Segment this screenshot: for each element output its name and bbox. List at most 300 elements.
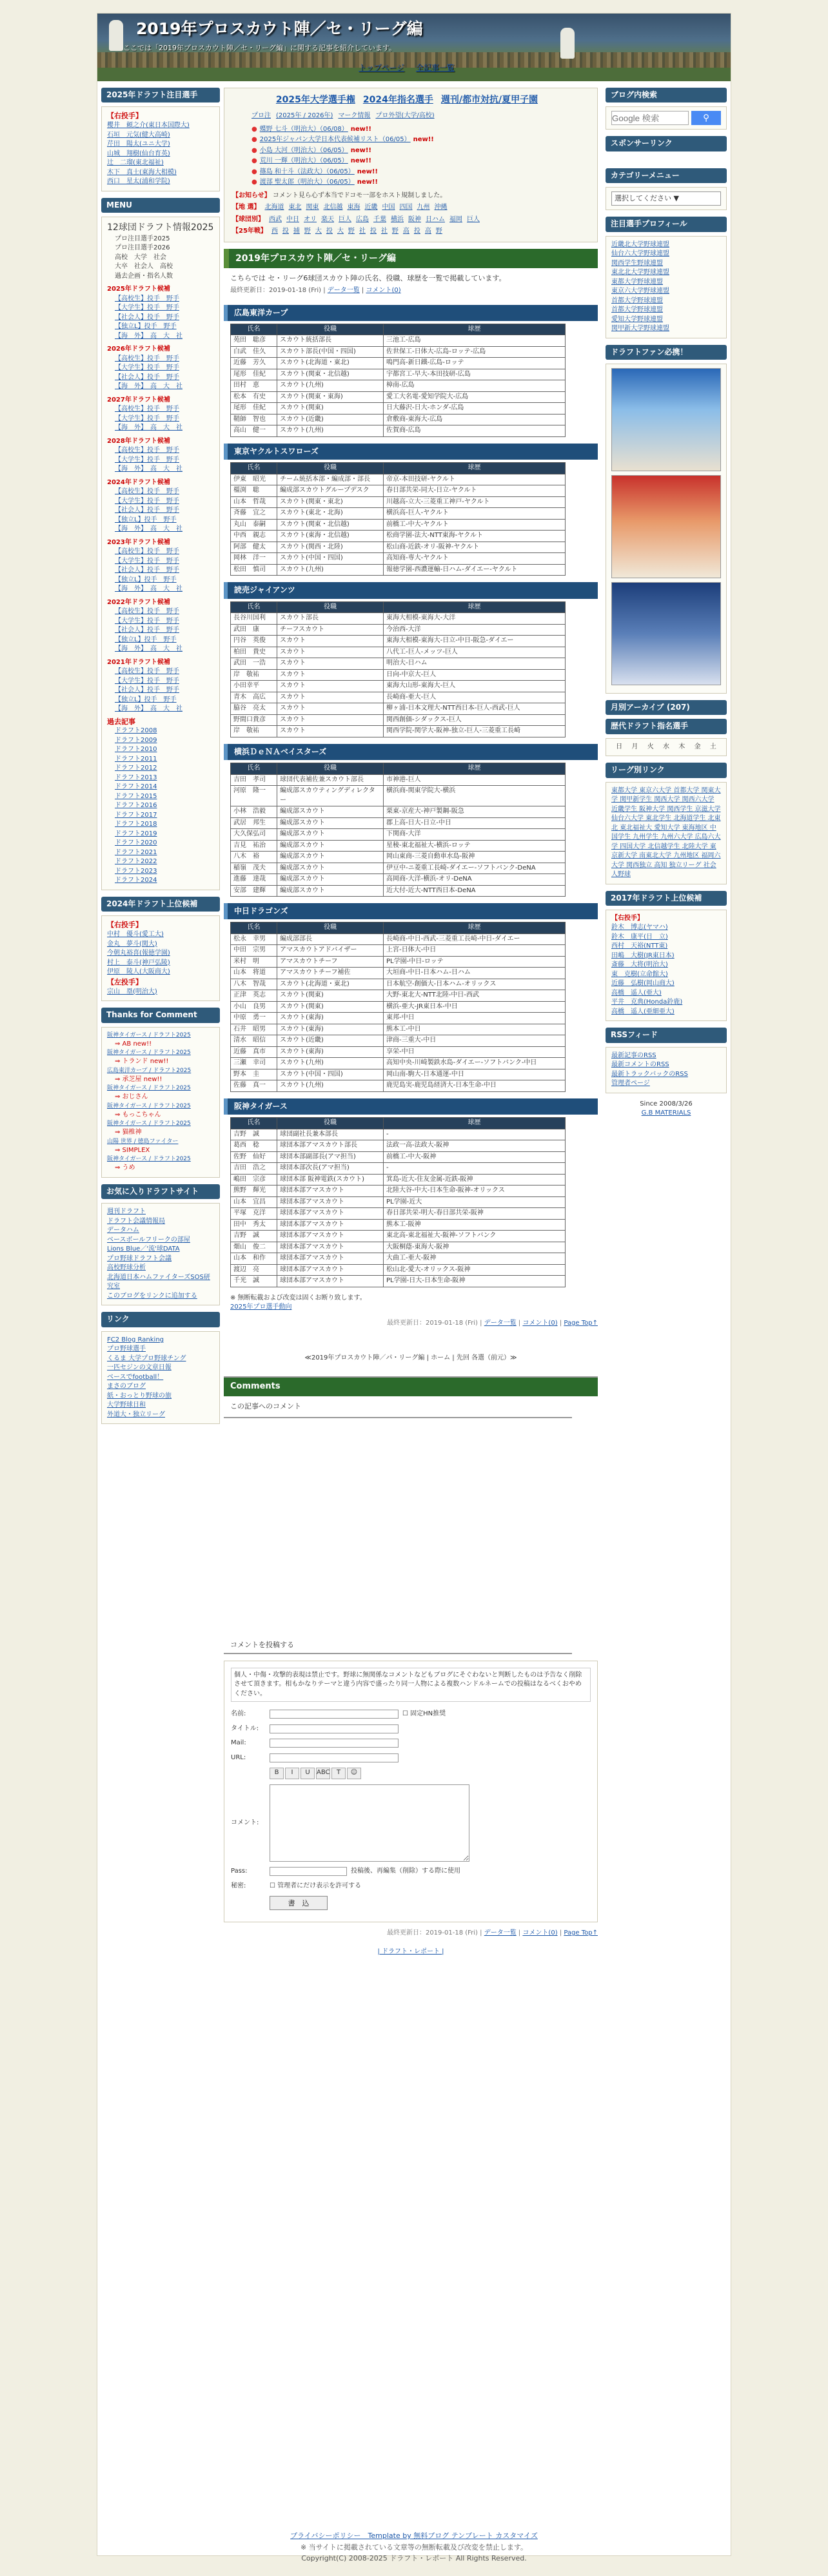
top-selector-item[interactable]: 2025年大学選手権 — [275, 95, 355, 105]
draft-block-row[interactable]: 【大学生】投手 野手 — [115, 304, 179, 312]
rss-item[interactable]: 最新記事のRSS — [611, 1051, 656, 1059]
column-header: 役職 — [277, 463, 384, 474]
rss-item[interactable]: 管理者ページ — [611, 1080, 650, 1088]
draft-block-row[interactable]: 【高校生】投手 野手 — [115, 447, 179, 454]
region-link[interactable]: 近畿 — [364, 204, 378, 211]
draft-block-row[interactable]: 【高校生】投手 野手 — [115, 405, 179, 413]
rss-item[interactable]: 最新トラックバックのRSS — [611, 1070, 688, 1078]
fav-item[interactable]: ドラフト会議情報局 — [107, 1217, 165, 1225]
table-cell: 石井 昭男 — [231, 1024, 277, 1035]
bottom-nav[interactable]: | ドラフト・レポート | — [377, 1947, 444, 1955]
note-link[interactable]: 2025年プロ選手動向 — [230, 1303, 292, 1311]
draft-block-row[interactable]: 【社会人】投手 野手 — [115, 627, 179, 634]
draft-block-row[interactable]: 【社会人】投手 野手 — [115, 567, 179, 574]
bullet-icon: ● — [251, 125, 257, 133]
featured-item[interactable]: 櫻井 頼之介(東日本国際大) — [107, 122, 190, 130]
region-link[interactable]: 沖縄 — [434, 204, 448, 211]
top-tab[interactable]: マーク情報 — [338, 112, 371, 120]
link-item[interactable]: 大学野球日和 — [107, 1401, 146, 1409]
past-item[interactable]: ドラフト2023 — [115, 867, 157, 875]
table-cell: 球団本部アマスカウト — [277, 1253, 384, 1265]
table-cell: 東邦-中日 — [384, 1013, 566, 1024]
draft-block-row[interactable]: 【海 外】 高 大 社 — [115, 332, 182, 340]
top-selector-item[interactable]: 週刊/都市対抗/夏甲子園 — [440, 95, 538, 105]
profile-item[interactable]: 東北北大学野球連盟 — [611, 269, 669, 276]
format-button[interactable]: T — [331, 1768, 346, 1779]
foot-comment-link[interactable]: コメント(0) — [522, 1319, 558, 1327]
table-cell: スカウト(関東・東海) — [277, 391, 384, 403]
table-cell: スカウト(関東・東北) — [277, 496, 384, 508]
region-link[interactable]: 大 — [315, 228, 322, 235]
table-cell: 円谷 英俊 — [231, 636, 277, 647]
column-header: 球歴 — [384, 1118, 566, 1129]
draft-block-row[interactable]: 【社会人】投手 野手 — [115, 313, 179, 321]
table-cell: 小田幸平 — [231, 681, 277, 692]
past-item[interactable]: ドラフト2009 — [115, 736, 157, 744]
table-cell: 球団本部アマスカウト — [277, 1264, 384, 1276]
entry-comment-link[interactable]: コメント(0) — [366, 287, 401, 295]
table-cell: 長崎商-亜大-巨人 — [384, 692, 566, 703]
link-item[interactable]: プロ野球選手 — [107, 1345, 146, 1353]
book-banner-2[interactable] — [611, 475, 721, 578]
table-cell: 箕島-近大-住友金属-近鉄-阪神 — [384, 1174, 566, 1186]
past-item[interactable]: ドラフト2015 — [115, 792, 157, 800]
featured-item[interactable]: 西口 星太(浦和学院) — [107, 178, 170, 186]
secret-label-text: 管理者にだけ表示を許可する — [277, 1882, 362, 1889]
table-row — [231, 647, 566, 658]
format-button[interactable]: ABC — [316, 1768, 330, 1779]
thanks-entry[interactable]: 阪神タイガース / ドラフト2025 — [107, 1120, 191, 1127]
table-cell: 佐野 仙好 — [231, 1151, 277, 1163]
table-cell: スカウト(近畿) — [277, 414, 384, 425]
news-link[interactable]: 渡部 聖太郎（明治大）（06/05） — [259, 179, 355, 186]
region-link[interactable]: 福岡 — [449, 215, 462, 223]
table-cell: 球団本部アマスカウト — [277, 1231, 384, 1242]
table-cell: スカウト(関東) — [277, 990, 384, 1002]
profile-item[interactable]: 仙台六大学野球連盟 — [611, 250, 669, 257]
pass-input[interactable] — [270, 1867, 347, 1876]
table-cell: 武居 邦生 — [231, 817, 277, 829]
league-links[interactable]: 東都大学 東京六大学 首都大学 関東大学 関甲新学生 関西大学 関西六大学 近畿学生 阪神大学 関西学生 京滋大学 仙台六大学 東北学生 北海道学生 北東北 東北福祉大 愛知大学 東海地区 中国学生 九州学生 九州六大学 広島六大学 四国大学 北信越学生 北陸大学 東京新大学 南東北大学 九州地区 福岡六大学 関西独立 高知 独立リーグ 社会人野球 — [606, 782, 727, 884]
draft-block-row[interactable]: 【高校生】投手 野手 — [115, 295, 179, 302]
draft-block-title[interactable]: 2027年ドラフト候補 — [107, 396, 170, 404]
thanks-entry[interactable]: 阪神タイガース / ドラフト2025 — [107, 1085, 191, 1092]
featured-item[interactable]: 芹田 陽太(ユニ大学) — [107, 141, 170, 148]
draft-block-title[interactable]: 2024年ドラフト候補 — [107, 478, 170, 486]
nav-top[interactable]: トップページ — [359, 63, 404, 72]
draft-block-title[interactable]: 2021年ドラフト候補 — [107, 658, 170, 666]
draft-block-row[interactable]: 【高校生】投手 野手 — [115, 355, 179, 362]
foot-data-link[interactable]: データ一覧 — [484, 1319, 517, 1327]
menu-item[interactable]: プロ注目選手2025 — [115, 235, 170, 242]
footer-line1[interactable]: プライバシーポリシー Template by 無料ブログ テンプレート カスタマイズ — [290, 2532, 538, 2540]
draft-block-row[interactable]: 【社会人】投手 野手 — [115, 373, 179, 381]
draft-block-row[interactable]: 【独立L】投手 野手 — [115, 516, 177, 523]
region-link[interactable]: 投 — [413, 228, 420, 235]
archive-sub[interactable]: 歴代ドラフト指名選手 — [606, 719, 727, 734]
table-row — [231, 1208, 566, 1220]
table-cell: 高知中央-川崎製鉄水島-ダイエー-ソフトバンク-中日 — [384, 1058, 566, 1069]
draft-block-row[interactable]: 【高校生】投手 野手 — [115, 608, 179, 616]
draft-block-row[interactable]: 【大学生】投手 野手 — [115, 617, 179, 625]
profile-item[interactable]: 近畿北大学野球連盟 — [611, 240, 669, 248]
category-select[interactable] — [611, 191, 721, 206]
format-button[interactable]: ☺ — [347, 1768, 361, 1779]
top-selector-item[interactable]: 2024年指名選手 — [362, 95, 433, 105]
format-button[interactable]: B — [270, 1768, 284, 1779]
region-link[interactable]: 社 — [359, 228, 366, 235]
name-label: 名前: — [231, 1710, 246, 1718]
draft-block-row[interactable]: 【独立L】投手 野手 — [115, 576, 177, 583]
featured-tag: 【右投手】 — [107, 112, 143, 121]
link-item[interactable]: 紙・おっとり野球の旅 — [107, 1392, 172, 1400]
table-cell: 稲嶺 茂夫 — [231, 863, 277, 874]
thanks-entry[interactable]: 山陽 世界 / 徳島ファイター — [107, 1138, 179, 1145]
past-item[interactable]: ドラフト2020 — [115, 839, 157, 847]
mail-input[interactable] — [270, 1739, 399, 1748]
draft-block-row[interactable]: 【海 外】 高 大 社 — [115, 424, 182, 432]
column-header: 役職 — [277, 922, 384, 934]
draft-block-row[interactable]: 【高校生】投手 野手 — [115, 548, 179, 556]
table-row — [231, 613, 566, 625]
region-link[interactable]: 大 — [337, 228, 344, 235]
table-header-row — [231, 601, 566, 613]
table-cell: 球団本部副部長(アマ担当) — [277, 1151, 384, 1163]
featured-item[interactable]: 石垣 元気(健大高崎) — [107, 131, 170, 139]
entry-title[interactable]: 2019年プロスカウト陣／セ・リーグ編 — [224, 249, 598, 268]
rss-item[interactable]: 最新コメントのRSS — [611, 1061, 669, 1069]
ranking-item[interactable]: 今朝丸裕喜(報徳学園) — [107, 950, 170, 957]
fav-item[interactable]: プロ野球ドラフト会議 — [107, 1254, 172, 1262]
draft-block-row[interactable]: 【海 外】 高 大 社 — [115, 705, 182, 713]
fav-item[interactable]: Lions Blue／'流'球DATA — [107, 1245, 180, 1253]
link-item[interactable]: 外道大・独立リーグ — [107, 1410, 165, 1418]
site-header — [97, 14, 731, 81]
search-button[interactable] — [691, 111, 721, 125]
hn-checkbox[interactable]: ☐ 固定HN推奨 — [402, 1710, 446, 1718]
archive-title[interactable]: 月別アーカイブ (207) — [606, 700, 727, 715]
thanks-entry[interactable]: 広島東洋カープ / ドラフト2025 — [107, 1067, 192, 1074]
foot2-data-link[interactable]: データ一覧 — [484, 1929, 517, 1937]
menu-item[interactable]: 高校 大学 社会 — [115, 253, 166, 261]
submit-button[interactable]: 書 込 — [270, 1896, 328, 1910]
calendar-day: 月 — [631, 743, 638, 750]
region-link[interactable]: 中日 — [286, 215, 299, 223]
draft-block-row[interactable]: 【海 外】 高 大 社 — [115, 383, 182, 391]
fav-item[interactable]: 週刊ドラフト — [107, 1208, 146, 1216]
ranking-item[interactable]: 金丸 夢斗(関大) — [107, 940, 157, 948]
foot2-comment-link[interactable]: コメント(0) — [522, 1929, 558, 1937]
news-link[interactable]: 蝶野 七斗（明治大）（06/08） — [259, 125, 348, 133]
past-item[interactable]: ドラフト2014 — [115, 783, 157, 791]
foot-pagetop-link[interactable]: Page Top↑ — [564, 1319, 598, 1327]
past-item[interactable]: ドラフト2024 — [115, 877, 157, 884]
thanks-entry[interactable]: 阪神タイガース / ドラフト2025 — [107, 1031, 191, 1039]
search-box — [606, 106, 727, 130]
thanks-entry[interactable]: 阪神タイガース / ドラフト2025 — [107, 1102, 191, 1109]
top-item[interactable]: 鈴木 康平(日 立) — [611, 933, 668, 941]
region-link[interactable]: 巨人 — [339, 215, 351, 223]
table-cell: チーフスカウト — [277, 624, 384, 636]
draft-block-row[interactable]: 【大学生】投手 野手 — [115, 364, 179, 372]
thanks-author: ⇒ 承芝屋 new!! — [115, 1075, 163, 1083]
column-header: 氏名 — [231, 601, 277, 613]
draft-block-row[interactable]: 【高校生】投手 野手 — [115, 668, 179, 676]
link-item[interactable]: ベースでfootball！ — [107, 1373, 164, 1381]
region-link[interactable]: 阪神 — [408, 215, 421, 223]
draft-block-row[interactable]: 【社会人】投手 野手 — [115, 687, 179, 694]
top-item[interactable]: 東 克樹(立命館大) — [611, 970, 668, 978]
featured-item[interactable]: 山城 翔樹(仙台育英) — [107, 150, 170, 157]
draft-block-row[interactable]: 【海 外】 高 大 社 — [115, 465, 182, 473]
comments-section — [224, 1376, 598, 1922]
table-row — [231, 1080, 566, 1092]
region-link[interactable]: 横浜 — [391, 215, 404, 223]
region-link[interactable]: 巨人 — [467, 215, 480, 223]
past-item[interactable]: ドラフト2010 — [115, 746, 157, 754]
draft-block-row[interactable]: 【独立L】投手 野手 — [115, 636, 177, 643]
top-item[interactable]: 鈴木 博志(ヤマハ) — [611, 924, 668, 932]
link-item[interactable]: 一匹セジンの文章日報 — [107, 1364, 172, 1372]
past-item[interactable]: ドラフト2013 — [115, 774, 157, 781]
draft-block-row[interactable]: 【海 外】 高 大 社 — [115, 645, 182, 653]
region-link[interactable]: 中国 — [382, 204, 395, 211]
past-item[interactable]: ドラフト2019 — [115, 830, 157, 837]
region-link[interactable]: 東北 — [288, 204, 302, 211]
region-label: 【球団別】 — [232, 215, 264, 223]
thanks-entry[interactable]: 阪神タイガース / ドラフト2025 — [107, 1156, 191, 1163]
top-tab[interactable]: プロ注 — [251, 112, 271, 120]
region-link[interactable]: 関東 — [306, 204, 319, 211]
draft-blocks — [107, 285, 214, 714]
format-button[interactable]: U — [301, 1768, 315, 1779]
comments-empty: この記事へのコメント — [224, 1396, 572, 1418]
region-link[interactable]: 高 — [402, 228, 409, 235]
past-item[interactable]: ドラフト2008 — [115, 727, 157, 735]
region-link[interactable]: 西武 — [269, 215, 282, 223]
column-header: 役職 — [277, 601, 384, 613]
ranking-item[interactable]: 宗山 塁(明治大) — [107, 988, 157, 995]
region-link[interactable]: 九州 — [417, 204, 430, 211]
top-item[interactable]: 斎藤 大将(明治大) — [611, 961, 668, 969]
table-cell: 佐賀商-広島 — [384, 425, 566, 437]
past-item[interactable]: ドラフト2017 — [115, 811, 157, 819]
past-item[interactable]: ドラフト2016 — [115, 802, 157, 810]
draft-block-title[interactable]: 2025年ドラフト候補 — [107, 286, 170, 293]
featured-item[interactable]: 木下 真士(東海大相模) — [107, 168, 177, 176]
featured-item[interactable]: 辻 二瑠(東北福祉) — [107, 159, 164, 167]
ranking-item[interactable]: 村上 泰斗(神戸弘陵) — [107, 959, 170, 966]
profile-title: 注目選手プロフィール — [606, 217, 727, 231]
site-title[interactable]: 2019年プロスカウト陣／セ・リーグ編 — [136, 19, 423, 38]
table-cell: 吉田 孝司 — [231, 774, 277, 786]
column-header: 氏名 — [231, 463, 277, 474]
title-input[interactable] — [270, 1724, 399, 1733]
comment-textarea[interactable] — [270, 1784, 469, 1862]
table-row — [231, 933, 566, 945]
draft-block-row[interactable]: 【大学生】投手 野手 — [115, 557, 179, 565]
draft-block-row[interactable]: 【大学生】投手 野手 — [115, 677, 179, 685]
table-cell: 津商-三重大-中日 — [384, 1035, 566, 1047]
draft-block-row[interactable]: 【海 外】 高 大 社 — [115, 525, 182, 533]
past-item[interactable]: ドラフト2018 — [115, 821, 157, 828]
draft-block-title[interactable]: 2022年ドラフト候補 — [107, 598, 170, 606]
region-link[interactable]: 東海 — [347, 204, 360, 211]
top-item[interactable]: 田嶋 大樹(JR東日本) — [611, 951, 675, 959]
nav-all-entries[interactable]: 全記事一覧 — [415, 63, 455, 72]
region-link[interactable]: 北信越 — [323, 204, 343, 211]
fav-item[interactable]: このブログをリンクに追加する — [107, 1292, 197, 1300]
region-link[interactable]: 日ハム — [426, 215, 445, 223]
fav-item[interactable]: データハム — [107, 1227, 139, 1234]
draft-block-row[interactable]: 【海 外】 高 大 社 — [115, 585, 182, 593]
table-row — [231, 703, 566, 715]
top-tab[interactable]: プロ外望(大学/高校) — [375, 112, 435, 120]
region-link[interactable]: 投 — [282, 228, 289, 235]
draft-block-row[interactable]: 【社会人】投手 野手 — [115, 507, 179, 514]
region-link[interactable]: 野 — [435, 228, 442, 235]
region-row — [232, 203, 589, 213]
news-link[interactable]: 小島 大河（明治大）（06/05） — [259, 146, 348, 154]
region-link[interactable]: 捕 — [293, 228, 300, 235]
table-row — [231, 1046, 566, 1058]
bullet-icon: ● — [251, 168, 257, 175]
table-row — [231, 956, 566, 968]
region-link[interactable]: 千葉 — [373, 215, 386, 223]
draft-block-row[interactable]: 【大学生】投手 野手 — [115, 497, 179, 505]
link-item[interactable]: まさのブログ — [107, 1383, 146, 1390]
breadcrumb[interactable]: ≪2019年プロスカウト陣／パ・リーグ編 | ホーム | 先回 各選（前元）≫ — [304, 1354, 517, 1362]
menu-item[interactable]: 過去企画・指名人数 — [115, 272, 173, 280]
region-link[interactable]: 楽天 — [321, 215, 334, 223]
top-item[interactable]: 近藤 弘樹(岡山商大) — [611, 980, 675, 988]
draft-block-row[interactable]: 【高校生】投手 野手 — [115, 488, 179, 496]
table-cell: 吉野 誠 — [231, 1129, 277, 1140]
fav-item[interactable]: 北海道日本ハムファイターズSOS研究室 — [107, 1273, 210, 1291]
top-item[interactable]: 高橋 遥人(亜大) — [611, 989, 662, 997]
profile-item[interactable]: 東都大学野球連盟 — [611, 278, 663, 286]
region-link[interactable]: 社 — [380, 228, 388, 235]
table-cell: PL学園-近大 — [384, 1196, 566, 1208]
foot2-pagetop-link[interactable]: Page Top↑ — [564, 1929, 598, 1937]
book-banner-3[interactable] — [611, 582, 721, 685]
profile-item[interactable]: 関西学生野球連盟 — [611, 259, 663, 267]
region-link[interactable]: 高 — [424, 228, 431, 235]
past-item[interactable]: ドラフト2012 — [115, 765, 157, 772]
profile-item[interactable]: 首都大学野球連盟 — [611, 297, 663, 304]
entry-data-link[interactable]: データ一覧 — [327, 287, 360, 295]
since-link[interactable]: G.B MATERIALS — [641, 1109, 691, 1117]
calendar-day: 金 — [694, 743, 701, 750]
top-item[interactable]: 西村 天裕(NTT東) — [611, 942, 668, 950]
draft-block-title[interactable]: 2028年ドラフト候補 — [107, 437, 170, 445]
table-cell: 山本 哲哉 — [231, 496, 277, 508]
menu-item[interactable]: プロ注目選手2026 — [115, 244, 170, 252]
menu-box — [101, 217, 220, 890]
table-cell: 近大付-近大-NTT西日本-DeNA — [384, 885, 566, 897]
url-input[interactable] — [270, 1753, 399, 1762]
region-link[interactable]: 投 — [326, 228, 333, 235]
draft-block-row[interactable]: 【大学生】投手 野手 — [115, 456, 179, 463]
draft-block-row[interactable]: 【独立L】投手 野手 — [115, 696, 177, 703]
region-link[interactable]: 北海道 — [264, 204, 284, 211]
menu-item[interactable]: 大卒 社会人 高校 — [115, 263, 173, 271]
thanks-entry[interactable]: 阪神タイガース / ドラフト2025 — [107, 1049, 191, 1057]
fav-item[interactable]: 高校野球分析 — [107, 1264, 146, 1272]
footer-line2: ※ 当サイトに掲載されている文章等の無断転載及び改変を禁止します。 — [300, 2542, 528, 2552]
book-banner-1[interactable] — [611, 368, 721, 471]
table-row — [231, 1058, 566, 1069]
profile-item[interactable]: 首都大学野球連盟 — [611, 306, 663, 313]
profile-item[interactable]: 愛知大学野球連盟 — [611, 315, 663, 323]
news-link[interactable]: 2025年ジャパン大学日本代表候補リスト（06/05） — [259, 136, 411, 144]
region-link[interactable]: 広島 — [356, 215, 369, 223]
pass-label: Pass: — [231, 1868, 248, 1875]
link-item[interactable]: FC2 Blog Ranking — [107, 1336, 164, 1343]
table-cell: 大久保弘司 — [231, 829, 277, 841]
column-header: 球歴 — [384, 601, 566, 613]
thanks-author: ⇒ おじさん — [115, 1093, 148, 1101]
fav-item[interactable]: ベースボールフリークの部屋 — [107, 1236, 190, 1244]
draft-block-row[interactable]: 【大学生】投手 野手 — [115, 415, 179, 422]
page-container — [97, 13, 731, 2556]
region-link[interactable]: 四国 — [399, 204, 413, 211]
region-link[interactable]: 投 — [370, 228, 377, 235]
region-link[interactable]: 野 — [391, 228, 399, 235]
top-item[interactable]: 平井 克典(Honda鈴鹿) — [611, 999, 683, 1006]
search-title: ブログ内検索 — [606, 88, 727, 102]
ranking-tag: 【左投手】 — [107, 977, 143, 986]
format-button[interactable]: I — [285, 1768, 299, 1779]
top-tab[interactable]: (2025年 / 2026年) — [276, 112, 333, 120]
past-item[interactable]: ドラフト2011 — [115, 755, 157, 763]
search-icon: ⚲ — [703, 113, 709, 123]
table-cell: スカウト(東海) — [277, 1013, 384, 1024]
news-link[interactable]: 荒川 一輝（明治大）（06/05） — [259, 157, 348, 165]
table-cell: 八木 智哉 — [231, 979, 277, 990]
link-item[interactable]: くるま 大学プロ野球チング — [107, 1354, 186, 1362]
table-cell: スカウト(関東) — [277, 1001, 384, 1013]
region-link[interactable]: 野 — [348, 228, 355, 235]
top-item[interactable]: 高橋 遥人(亜細亜大) — [611, 1008, 675, 1015]
draft-block-title[interactable]: 2023年ドラフト候補 — [107, 538, 170, 546]
region-link[interactable]: 西 — [271, 228, 278, 235]
entry-date: 最終更新日：2019-01-18 (Fri) — [230, 287, 322, 295]
secret-checkbox[interactable]: ☐ 管理者にだけ表示を許可する — [270, 1882, 362, 1889]
search-input[interactable] — [611, 111, 689, 125]
profile-item[interactable]: 関甲新大学野球連盟 — [611, 325, 669, 332]
profile-item[interactable]: 東京六大学野球連盟 — [611, 288, 669, 295]
region-link[interactable]: オリ — [304, 215, 317, 223]
past-item[interactable]: ドラフト2022 — [115, 858, 157, 866]
ranking-item[interactable]: 伊原 陵人(大阪商大) — [107, 968, 170, 976]
menu-title: MENU — [101, 198, 220, 213]
draft-block-title[interactable]: 2026年ドラフト候補 — [107, 346, 170, 353]
region-rows — [232, 203, 589, 237]
table-cell: 野本 圭 — [231, 1069, 277, 1080]
news-link[interactable]: 篠島 和十斗（法政大）（06/05） — [259, 168, 355, 175]
news-item — [232, 135, 589, 145]
past-item[interactable]: ドラフト2021 — [115, 848, 157, 856]
calendar-day: 木 — [678, 743, 685, 750]
main-content — [224, 88, 598, 1956]
name-input[interactable] — [270, 1710, 399, 1719]
region-link[interactable]: 野 — [304, 228, 311, 235]
menu-head[interactable]: 12球団ドラフト情報2025 — [107, 222, 214, 233]
foot-date: 最終更新日：2019-01-18 (Fri) — [386, 1319, 478, 1327]
draft-block-row[interactable]: 【独立L】投手 野手 — [115, 323, 177, 331]
ranking-item[interactable]: 中村 優斗(愛工大) — [107, 931, 164, 939]
